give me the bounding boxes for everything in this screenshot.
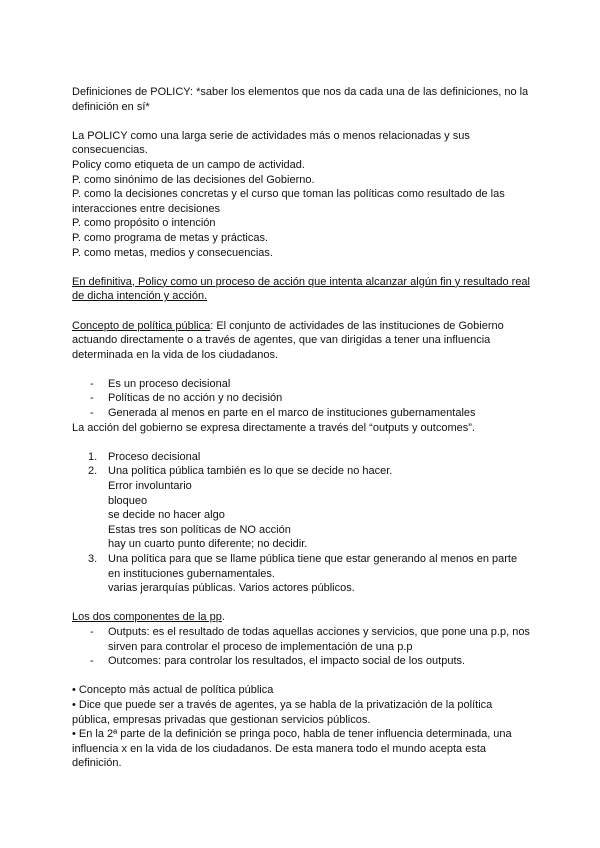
dash-marker: - [90, 392, 94, 405]
bullet-line: • Dice que puede ser a través de agentes, ya se habla de la privatización de la política pública, empresas privadas que gestionan servicios públicos. [72, 698, 493, 726]
dash-marker: - [90, 625, 94, 638]
list-item: - Es un proceso decisional [90, 377, 231, 390]
definition-line: P. como programa de metas y prácticas. [72, 231, 269, 244]
components-list [72, 625, 532, 669]
definition-line: P. como sinónimo de las decisiones del Gobierno. [72, 173, 315, 186]
number-marker: 2. [88, 465, 98, 478]
components-heading: Los dos componentes de la pp. [72, 611, 225, 624]
document-body [72, 85, 532, 771]
dash-list [72, 377, 532, 421]
definition-line: P. como propósito o intención [72, 217, 216, 230]
components-title: Los dos componentes de la pp [72, 611, 222, 624]
sub-line: Error involuntario [108, 480, 192, 493]
list-item: 3. Una política para que se llame pública tiene que estar generando al menos en parte en instituciones gubernamentales. varias jerarquías públicas. Varios actores públicos. [72, 552, 532, 596]
concept-label: Concepto de política pública [72, 319, 211, 332]
sub-line: Estas tres son políticas de NO acción [108, 523, 291, 536]
conclusion-text: En definitiva, Policy como un proceso de acción que intenta alcanzar algún fin y resultado real de dicha intención y acción. [72, 275, 530, 303]
list-item: - Outcomes: para controlar los resultados, el impacto social de los outputs. [90, 655, 466, 668]
list-item: - Generada al menos en parte en el marco de instituciones gubernamentales [90, 407, 476, 420]
list-item: 2. Una política pública también es lo que se decide no hacer. Error involuntario bloqueo se decide no hacer algo Estas tres son políticas de NO acción hay un cuarto punto diferente; no decidir. [72, 464, 532, 552]
definitions-block [72, 129, 532, 260]
bullet-line: • Concepto más actual de política pública [72, 684, 274, 697]
concept-paragraph [72, 319, 532, 363]
definition-line: La POLICY como una larga serie de actividades más o menos relacionadas y sus consecuencias. [72, 129, 470, 157]
definition-line: P. como metas, medios y consecuencias. [72, 246, 273, 259]
number-marker: 3. [88, 553, 98, 565]
list-item: 1. Proceso decisional [88, 450, 201, 463]
sub-line: bloqueo [108, 494, 148, 507]
concept-text: : El conjunto de actividades de las instituciones de Gobierno actuando directamente o a través de agentes, que van dirigidas a tener una influencia determinada en la vida de los ciudadanos. [72, 319, 504, 361]
sub-line: varias jerarquías públicas. Varios actores públicos. [108, 582, 355, 595]
sub-line: se decide no hacer algo [108, 509, 225, 522]
number-marker: 1. [88, 450, 98, 463]
bullet-line: • En la 2ª parte de la definición se pringa poco, habla de tener influencia determinada, una influencia x en la vida de los ciudadanos. De esta manera todo el mundo acepta esta definición. [72, 728, 512, 770]
dash-marker: - [90, 407, 94, 420]
action-text: La acción del gobierno se expresa directamente a través del “outputs y outcomes”. [72, 421, 475, 434]
sub-line: hay un cuarto punto diferente; no decidir. [108, 538, 308, 551]
dash-marker: - [90, 377, 94, 390]
list-item: - Outputs: es el resultado de todas aquellas acciones y servicios, que pone una p.p, nos sirven para controlar el proceso de implementación de una p.p [90, 625, 530, 653]
numbered-list [72, 450, 532, 596]
section-heading: Definiciones de POLICY: *saber los elementos que nos da cada una de las definiciones, no la definición en sí* [72, 86, 529, 113]
list-item: - Políticas de no acción y no decisión [90, 392, 283, 405]
definition-line: P. como la decisiones concretas y el curso que toman las políticas como resultado de las interacciones entre decisiones [72, 188, 505, 215]
dash-marker: - [90, 655, 94, 668]
definition-line: Policy como etiqueta de un campo de actividad. [72, 158, 305, 171]
